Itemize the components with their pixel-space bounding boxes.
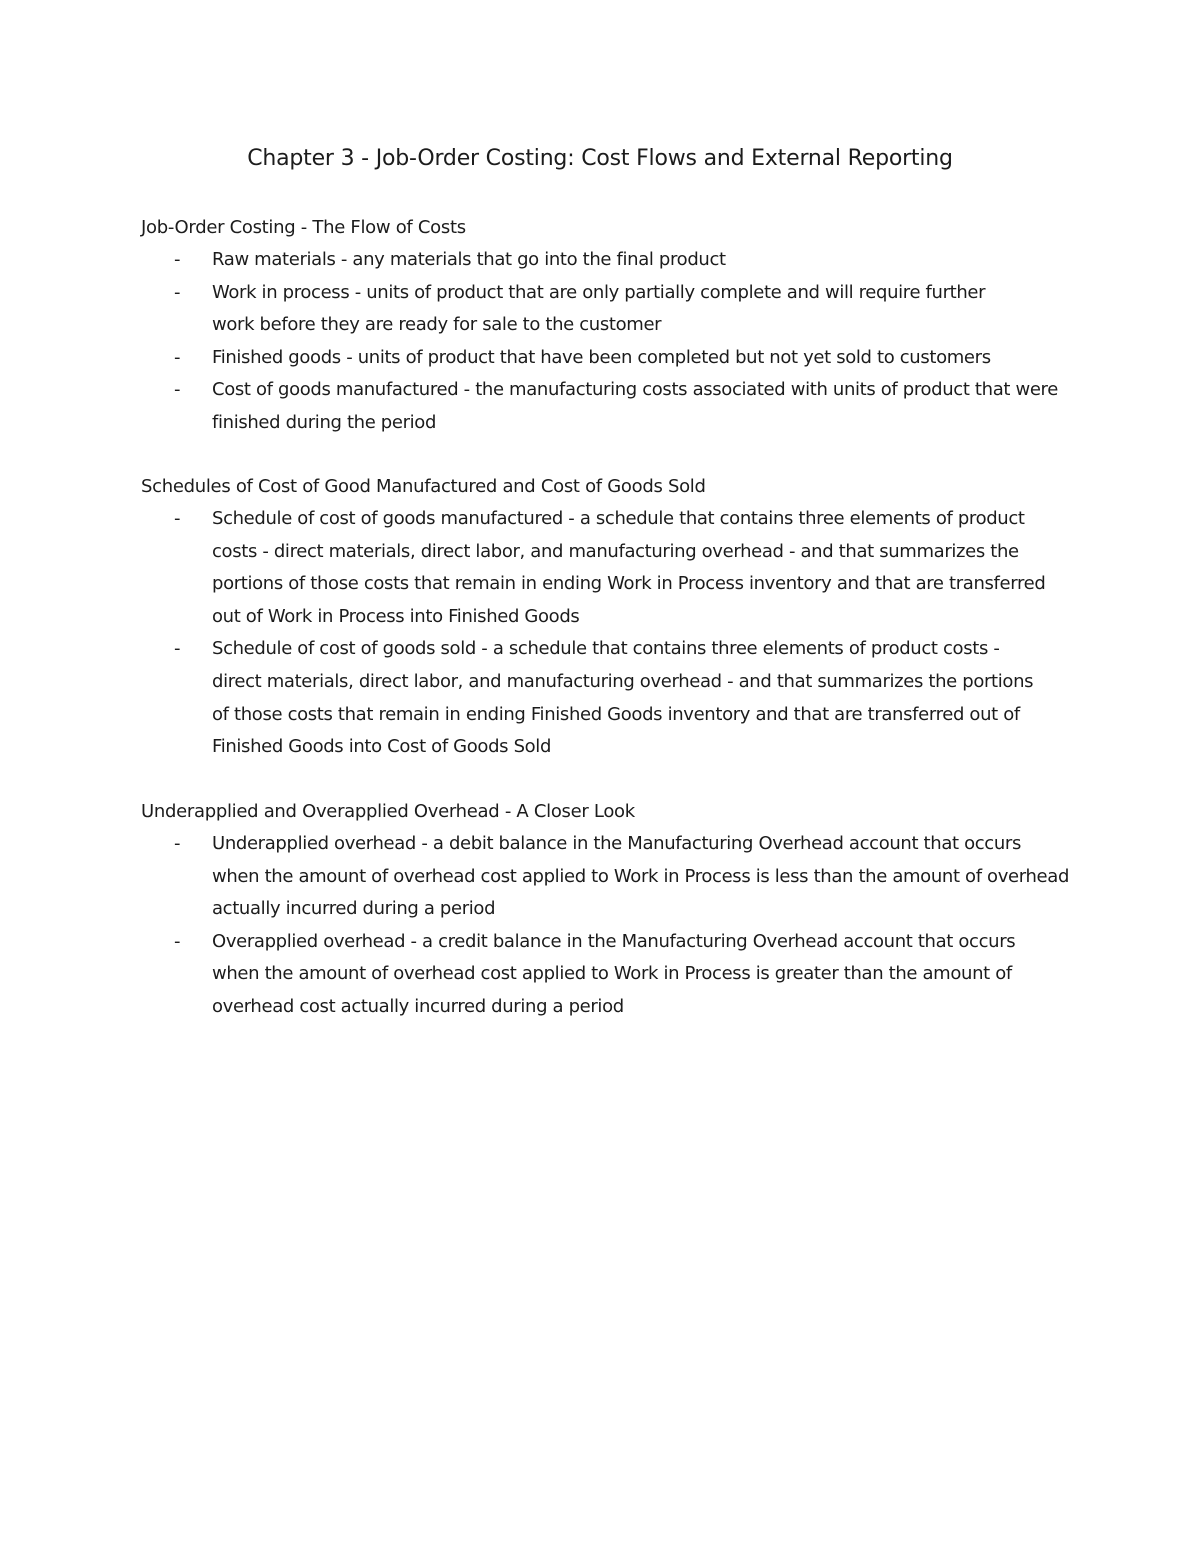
bullet-list xyxy=(141,828,1101,1024)
dash-bullet-icon: - xyxy=(174,249,181,270)
list-item-text: Raw materials - any materials that go into the final product xyxy=(212,249,726,270)
list-item-text: Finished goods - units of product that have been completed but not yet sold to customers xyxy=(212,346,991,368)
list-item-text: Underapplied overhead - a debit balance in the Manufacturing Overhead account that occurs when the amount of overhead cost applied to Work in Process is less than the amount of overhead actually incurred during a period xyxy=(212,833,1070,920)
dash-bullet-icon: - xyxy=(174,833,181,854)
list-item xyxy=(141,503,1101,633)
list-item xyxy=(141,828,1101,926)
dash-bullet-icon: - xyxy=(174,346,181,368)
section-heading: Schedules of Cost of Good Manufactured and Cost of Goods Sold xyxy=(141,476,706,497)
dash-bullet-icon: - xyxy=(174,638,181,660)
dash-bullet-icon: - xyxy=(174,281,181,303)
section-schedules xyxy=(141,471,1101,764)
section-over-under-applied xyxy=(141,796,1101,1024)
bullet-list xyxy=(141,244,1101,440)
list-item xyxy=(141,244,1101,277)
list-item xyxy=(141,374,1101,439)
bullet-list xyxy=(141,503,1101,764)
list-item xyxy=(141,277,1101,342)
list-item-text: Overapplied overhead - a credit balance in the Manufacturing Overhead account that occurs when the amount of overhead cost applied to Work in Process is greater than the amount of overhead cost actually incurred during a period xyxy=(212,930,1016,1017)
list-item-text: Schedule of cost of goods manufactured - a schedule that contains three elements of product costs - direct materials, direct labor, and manufacturing overhead - and that summarizes the portions of those costs that remain in ending Work in Process inventory and that are transferred out of Work in Process into Finished Goods xyxy=(212,508,1046,627)
list-item xyxy=(141,926,1101,1024)
section-heading: Underapplied and Overapplied Overhead - A Closer Look xyxy=(141,801,635,822)
section-flow-of-costs xyxy=(141,212,1101,440)
list-item-text: Cost of goods manufactured - the manufacturing costs associated with units of product that were finished during the period xyxy=(212,379,1058,433)
dash-bullet-icon: - xyxy=(174,379,181,401)
list-item xyxy=(141,342,1101,375)
dash-bullet-icon: - xyxy=(174,930,181,952)
list-item xyxy=(141,633,1101,763)
list-item-text: Schedule of cost of goods sold - a schedule that contains three elements of product costs - direct materials, direct labor, and manufacturing overhead - and that summarizes the portions of those costs that remain in ending Finished Goods inventory and that are transferred out of Finished Goods into Cost of Goods Sold xyxy=(212,638,1034,758)
section-heading: Job-Order Costing - The Flow of Costs xyxy=(141,217,466,238)
dash-bullet-icon: - xyxy=(174,508,181,529)
list-item-text: Work in process - units of product that are only partially complete and will require further work before they are ready for sale to the customer xyxy=(212,281,986,336)
page-title: Chapter 3 - Job-Order Costing: Cost Flows and External Reporting xyxy=(247,146,953,171)
